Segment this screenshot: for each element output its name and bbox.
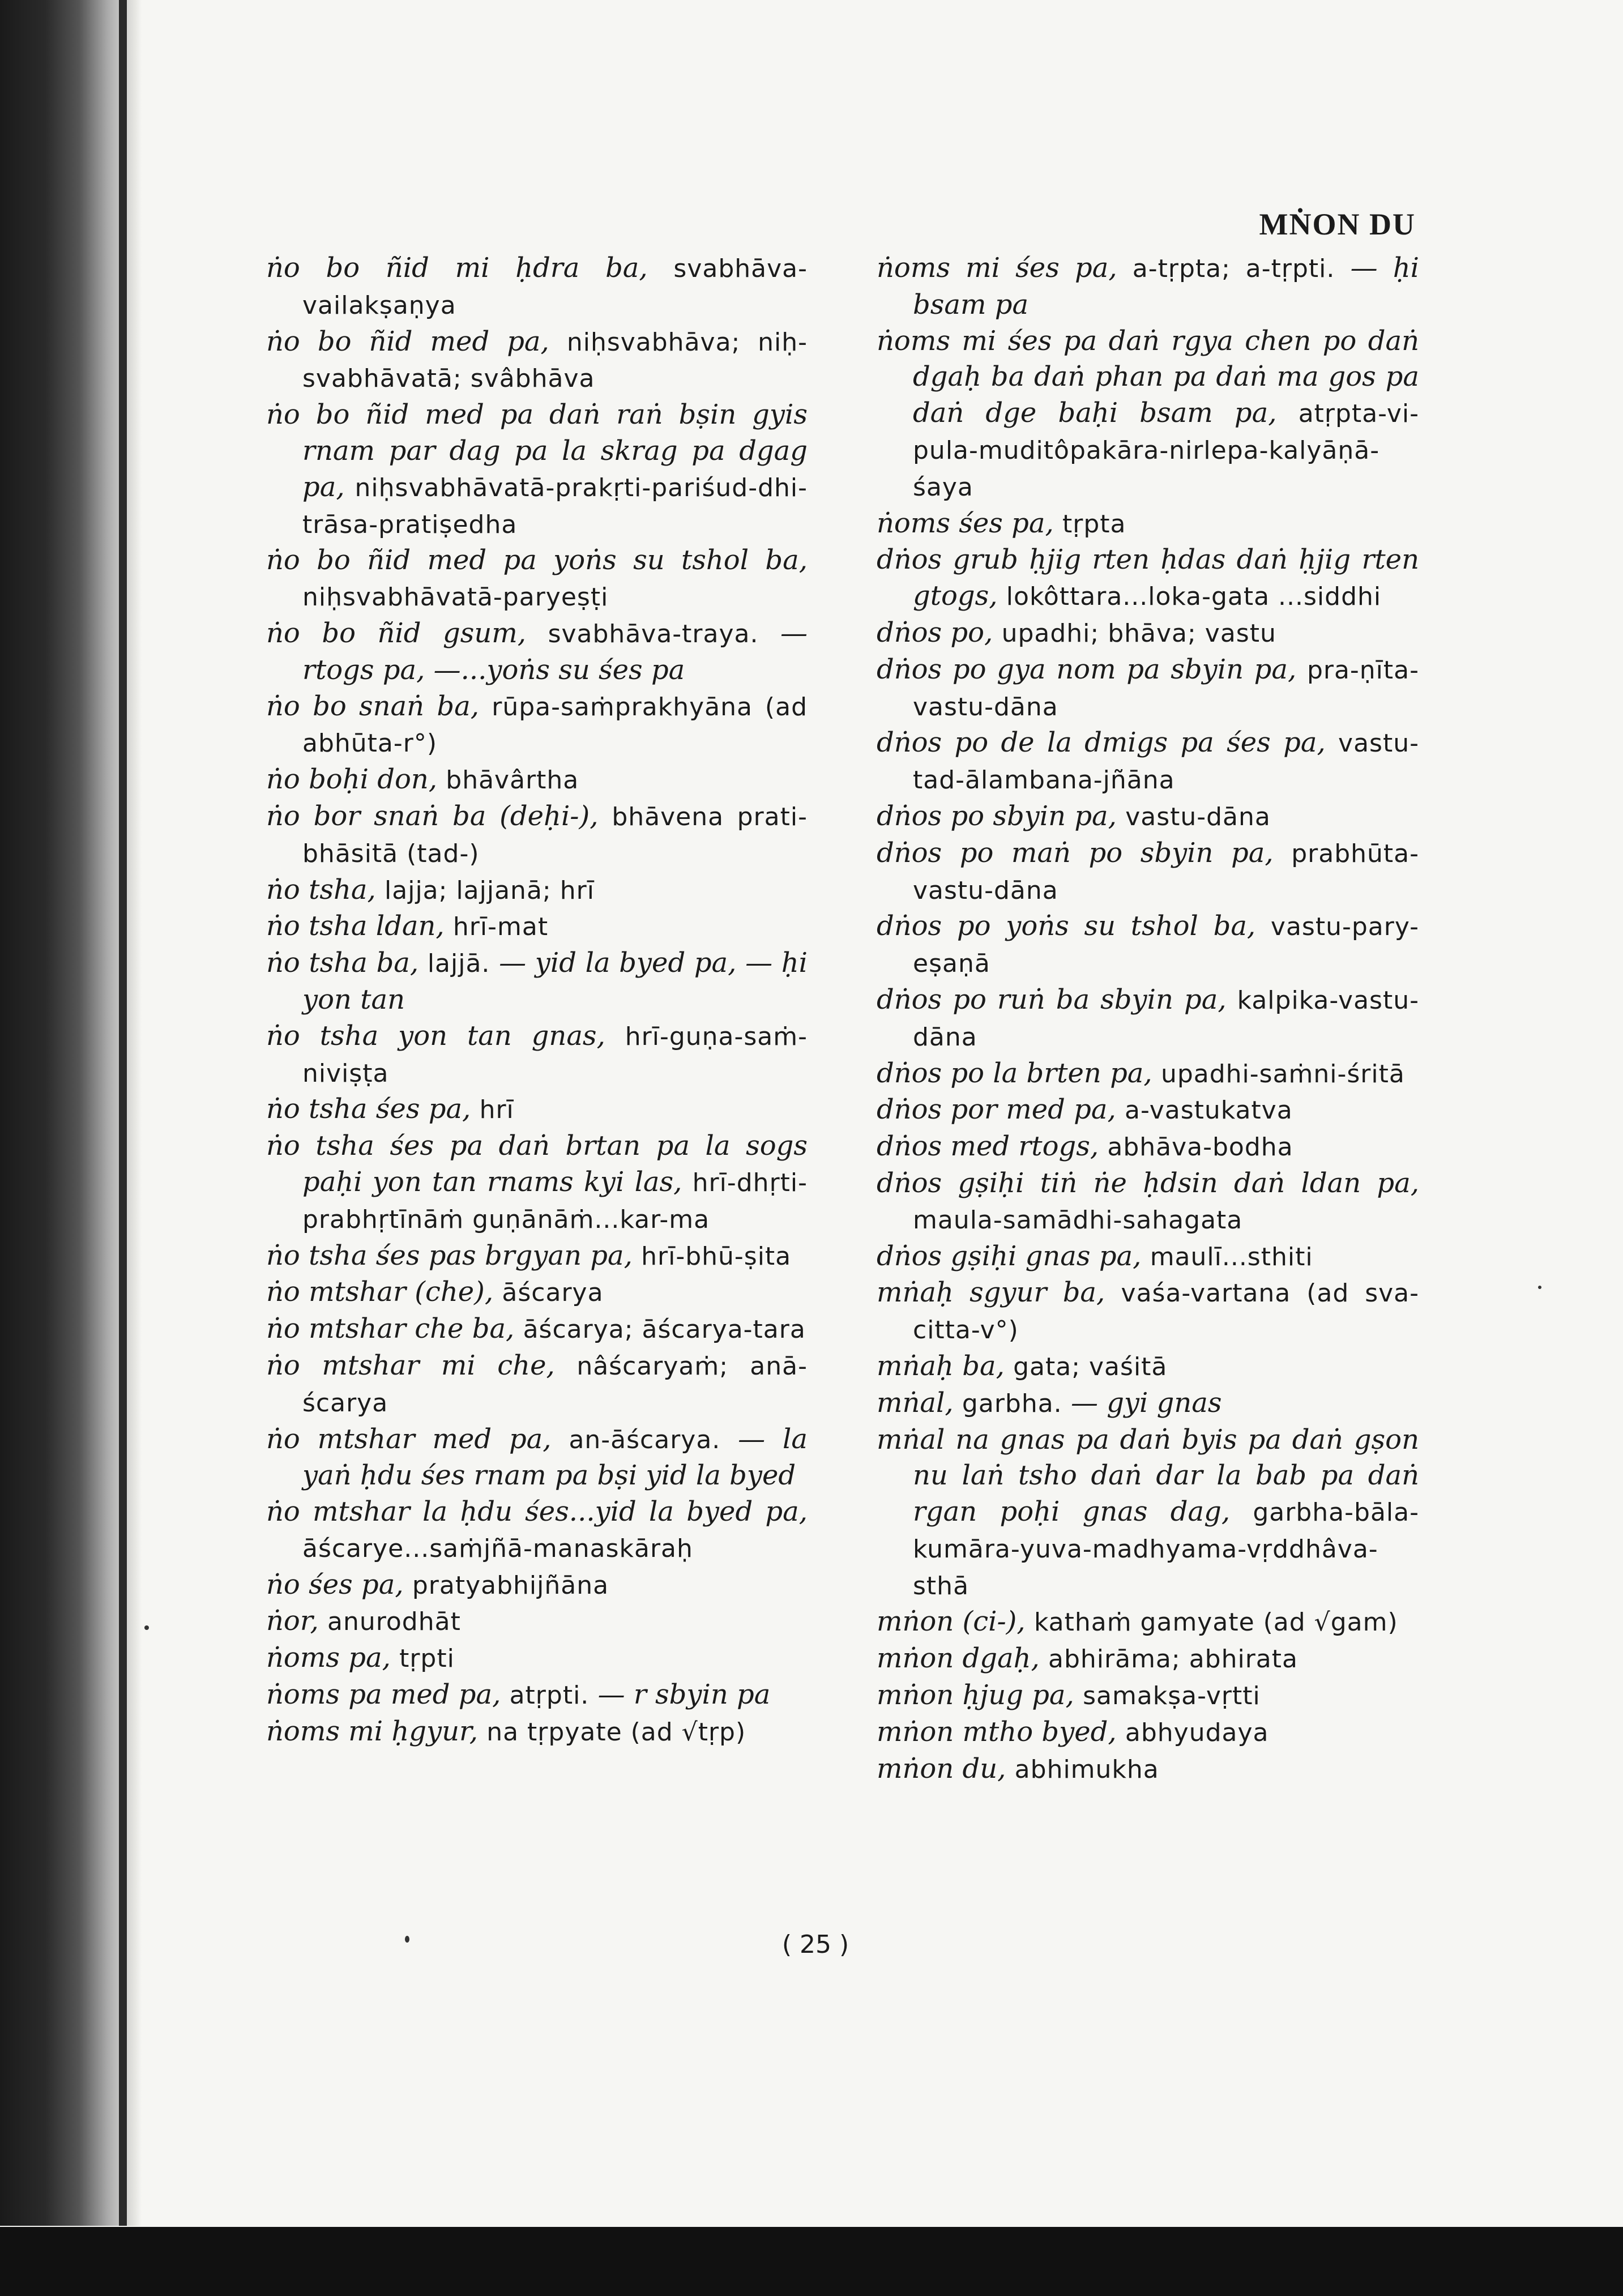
dictionary-entry (266, 397, 808, 543)
tibetan-headword: dṅos grub ḥjig rten ḥdas daṅ ḥjig rten gtogs, (877, 544, 1419, 612)
sanskrit-equivalent: svabhāva-vailakṣaṇya (302, 254, 808, 320)
dictionary-entry (877, 1348, 1419, 1385)
dictionary-entry (266, 1238, 808, 1275)
dictionary-entry (877, 506, 1419, 543)
dictionary-entry (877, 1714, 1419, 1751)
sub-entry: — ḥi bsam pa (913, 252, 1419, 321)
dictionary-entry (877, 1275, 1419, 1348)
sanskrit-equivalent: garbha-bāla-kumāra-yuva-madhyama-vṛddhâva-sthā (913, 1498, 1419, 1601)
tibetan-headword: mṅon mtho byed, (877, 1715, 1117, 1748)
dictionary-entry (877, 652, 1419, 725)
dictionary-entry (877, 1751, 1419, 1788)
dictionary-entry (266, 1494, 808, 1567)
tibetan-headword: dṅos po yoṅs su tshol ba, (877, 910, 1256, 942)
tibetan-headword: ṅo tsha, (266, 873, 376, 906)
dictionary-entry (266, 1348, 808, 1422)
tibetan-headword: ṅo bo ñid med pa yoṅs su tshol ba, (266, 544, 808, 577)
tibetan-headword: mṅal, (877, 1386, 954, 1419)
dictionary-entry (877, 1604, 1419, 1641)
sanskrit-equivalent: hrī-bhū-ṣita (641, 1241, 792, 1271)
dictionary-entry (877, 1422, 1419, 1604)
tibetan-headword: dṅos por med pa, (877, 1094, 1116, 1126)
tibetan-headword: ṅo boḥi don, (266, 763, 438, 796)
page-number: ( 25 ) (781, 1930, 849, 1959)
sanskrit-equivalent: nâścaryaṁ; anā-ścarya (302, 1351, 808, 1418)
sanskrit-equivalent: kathaṁ gamyate (ad √gam) (1033, 1608, 1398, 1637)
tibetan-headword: dṅos po sbyin pa, (877, 800, 1117, 832)
dictionary-entry (877, 1678, 1419, 1714)
sanskrit-equivalent: bhāvârtha (446, 766, 579, 795)
sanskrit-equivalent: hrī-dhṛti-prabhṛtīnāṁ guṇānāṁ...kar-ma (302, 1168, 808, 1234)
sanskrit-equivalent: pratyabhijñāna (412, 1571, 609, 1600)
sanskrit-equivalent: bhāvena prati-bhāsitā (tad-) (302, 802, 808, 868)
sanskrit-equivalent: samakṣa-vṛtti (1083, 1682, 1261, 1711)
sanskrit-equivalent: an-āścarya. (569, 1425, 721, 1454)
sanskrit-equivalent: tṛpti (399, 1644, 455, 1674)
tibetan-headword: ṅo bo ñid gsum, (266, 617, 527, 649)
tibetan-headword: dṅos med rtogs, (877, 1130, 1099, 1163)
tibetan-headword: ṅo mtshar mi che, (266, 1349, 555, 1381)
tibetan-headword: ṅo tsha śes pas brgyan pa, (266, 1239, 633, 1271)
binding-edge (119, 0, 127, 2226)
tibetan-headword: dṅos gṣiḥi gnas pa, (877, 1240, 1142, 1272)
sanskrit-equivalent: abhyudaya (1125, 1718, 1269, 1747)
tibetan-headword: mṅon (ci-), (877, 1606, 1026, 1638)
sanskrit-equivalent: niḥsvabhāva; niḥ-svabhāvatā; svâbhāva (302, 327, 808, 394)
sub-entry: — rtogs pa, —...yoṅs su śes pa (302, 617, 808, 686)
dictionary-entry (266, 1640, 808, 1677)
sanskrit-equivalent: āścarya; āścarya-tara (523, 1315, 806, 1345)
sanskrit-equivalent: hrī (479, 1095, 514, 1125)
sanskrit-equivalent: a-tṛpta; a-tṛpti. (1132, 254, 1335, 283)
tibetan-headword: dṅos po ruṅ ba sbyin pa, (877, 983, 1227, 1015)
left-column (266, 250, 808, 1751)
sanskrit-equivalent: niḥsvabhāvatā-prakṛti-pariśud-dhi-trāsa-pratiṣedha (302, 473, 808, 539)
sanskrit-equivalent: vaśa-vartana (ad sva-citta-v°) (913, 1279, 1419, 1345)
dictionary-entry (266, 1567, 808, 1604)
running-head: MṄON DU (1259, 207, 1416, 241)
tibetan-headword: ṅoms śes pa, (877, 507, 1054, 539)
sanskrit-equivalent: atṛpta-vi-pula-muditôpakāra-nirlepa-kalyāṇā-śaya (913, 399, 1419, 502)
sanskrit-equivalent: pra-ṇīta-vastu-dāna (913, 655, 1419, 722)
sanskrit-equivalent: na tṛpyate (ad √tṛp) (486, 1717, 746, 1747)
dictionary-entry (877, 1166, 1419, 1239)
tibetan-headword: dṅos po, (877, 616, 993, 648)
sanskrit-equivalent: abhāva-bodha (1107, 1133, 1293, 1162)
sanskrit-equivalent: anurodhāt (327, 1607, 461, 1637)
dictionary-entry (877, 1239, 1419, 1275)
tibetan-headword: ṅo bo ñid med pa, (266, 325, 549, 357)
dictionary-entry (266, 1714, 808, 1751)
dictionary-entry (266, 689, 808, 762)
tibetan-headword: ṅor, (266, 1605, 319, 1637)
dictionary-entry (877, 542, 1419, 615)
sanskrit-equivalent: abhimukha (1014, 1755, 1159, 1784)
sanskrit-equivalent: lajjā. (427, 949, 490, 979)
tibetan-headword: ṅoms pa, (266, 1642, 391, 1674)
dictionary-entry (266, 945, 808, 1018)
dictionary-entry (266, 1677, 808, 1714)
tibetan-headword: mṅon du, (877, 1752, 1006, 1785)
sanskrit-equivalent: niḥsvabhāvatā-paryeṣṭi (302, 583, 609, 612)
tibetan-headword: ṅo mtshar (che), (266, 1276, 494, 1308)
tibetan-headword: ṅo bo ñid med pa daṅ raṅ bṣin gyis rnam par dag pa la skrag pa dgag pa, (266, 399, 808, 503)
tibetan-headword: ṅo mtshar che ba, (266, 1313, 515, 1345)
tibetan-headword: dṅos po gya nom pa sbyin pa, (877, 653, 1297, 685)
dictionary-entry (266, 324, 808, 398)
scan-speck (405, 1936, 409, 1943)
sanskrit-equivalent: lajja; lajjanā; hrī (385, 876, 595, 905)
scan-speck (1538, 1286, 1541, 1289)
sanskrit-equivalent: svabhāva-traya. (548, 619, 759, 648)
tibetan-headword: ṅo tsha ldan, (266, 910, 445, 942)
tibetan-headword: mṅon dgaḥ, (877, 1642, 1040, 1675)
sanskrit-equivalent: maulī...sthiti (1150, 1242, 1313, 1271)
tibetan-headword: ṅoms mi ḥgyur, (266, 1715, 478, 1747)
dictionary-entry (877, 725, 1419, 799)
dictionary-entry (877, 250, 1419, 323)
sanskrit-equivalent: prabhūta-vastu-dāna (913, 839, 1419, 905)
sanskrit-equivalent: upadhi-saṁni-śritā (1160, 1059, 1405, 1089)
sanskrit-equivalent: gata; vaśitā (1013, 1352, 1168, 1381)
sanskrit-equivalent: vastu-tad-ālambana-jñāna (913, 729, 1419, 795)
tibetan-headword: dṅos po de la dmigs pa śes pa, (877, 727, 1326, 759)
dictionary-entry (877, 835, 1419, 909)
tibetan-headword: ṅo tsha yon tan gnas, (266, 1019, 605, 1052)
dictionary-entry (877, 908, 1419, 982)
dictionary-entry (266, 1603, 808, 1640)
dictionary-entry (877, 1129, 1419, 1166)
sanskrit-equivalent: vastu-pary-eṣaṇā (913, 912, 1419, 979)
tibetan-headword: dṅos po maṅ po sbyin pa, (877, 837, 1274, 869)
tibetan-headword: dṅos gṣiḥi tiṅ ṅe ḥdsin daṅ ldan pa, (877, 1167, 1419, 1199)
sanskrit-equivalent: atṛpti. (509, 1681, 590, 1710)
dictionary-entry (877, 615, 1419, 652)
sanskrit-equivalent: tṛpta (1062, 509, 1126, 539)
dictionary-entry (266, 872, 808, 909)
sub-entry: — r sbyin pa (597, 1679, 771, 1711)
sanskrit-equivalent: āścarye...saṁjñā-manaskāraḥ (302, 1534, 693, 1563)
sanskrit-equivalent: a-vastukatva (1125, 1096, 1293, 1125)
sub-entry: — yid la byed pa, — ḥi yon tan (302, 947, 808, 1015)
tibetan-headword: ṅo bo snaṅ ba, (266, 690, 479, 722)
dictionary-entry (266, 1128, 808, 1237)
dictionary-entry (266, 762, 808, 799)
dictionary-entry (266, 1422, 808, 1495)
tibetan-headword: ṅo mtshar la ḥdu śes...yid la byed pa, (266, 1496, 808, 1528)
dictionary-entry (266, 543, 808, 616)
tibetan-headword: mṅal na gnas pa daṅ byis pa daṅ gṣon nu laṅ tsho daṅ dar la bab pa daṅ rgan poḥi gnas dag, (877, 1423, 1419, 1528)
right-column (877, 250, 1419, 1787)
scan-bottom-edge (0, 2227, 1623, 2296)
tibetan-headword: ṅo tsha śes pa, (266, 1093, 471, 1125)
tibetan-headword: ṅoms mi śes pa, (877, 252, 1117, 284)
tibetan-headword: dṅos po la brten pa, (877, 1057, 1152, 1089)
sanskrit-equivalent: vastu-dāna (1125, 802, 1271, 831)
tibetan-headword: ṅoms mi śes pa daṅ rgya chen po daṅ dgaḥ ba daṅ phan pa daṅ ma gos pa daṅ dge baḥi bsam pa, (877, 325, 1419, 429)
sanskrit-equivalent: lokôttara...loka-gata ...siddhi (1006, 582, 1382, 612)
tibetan-headword: mṅaḥ ba, (877, 1350, 1005, 1382)
sanskrit-equivalent: rūpa-saṁprakhyāna (ad abhūta-r°) (302, 692, 808, 758)
tibetan-headword: ṅo mtshar med pa, (266, 1423, 552, 1455)
dictionary-entry (266, 908, 808, 945)
tibetan-headword: ṅo bor snaṅ ba (deḥi-), (266, 800, 599, 832)
dictionary-entry (266, 1091, 808, 1128)
scan-speck (144, 1625, 149, 1630)
dictionary-entry (266, 799, 808, 872)
tibetan-headword: ṅoms pa med pa, (266, 1679, 501, 1711)
tibetan-headword: ṅo tsha ba, (266, 947, 419, 979)
tibetan-headword: ṅo śes pa, (266, 1568, 404, 1601)
dictionary-entry (877, 1385, 1419, 1422)
tibetan-headword: mṅaḥ sgyur ba, (877, 1277, 1105, 1309)
tibetan-headword: ṅo bo ñid mi ḥdra ba, (266, 252, 648, 284)
tibetan-headword: ṅo tsha śes pa daṅ brtan pa la sogs paḥi yon tan rnams kyi las, (266, 1130, 808, 1198)
dictionary-entry (877, 323, 1419, 506)
sanskrit-equivalent: kalpika-vastu-dāna (913, 985, 1419, 1052)
dictionary-entry (877, 1641, 1419, 1678)
dictionary-entry (877, 1092, 1419, 1129)
tibetan-headword: mṅon ḥjug pa, (877, 1679, 1074, 1712)
sanskrit-equivalent: hrī-guṇa-saṁ-niviṣṭa (302, 1022, 808, 1088)
sanskrit-equivalent: garbha. (962, 1389, 1062, 1418)
dictionary-entry (266, 1274, 808, 1311)
sanskrit-equivalent: āścarya (502, 1278, 604, 1308)
dictionary-entry (266, 250, 808, 324)
sanskrit-equivalent: maula-samādhi-sahagata (913, 1205, 1243, 1235)
dictionary-entry (266, 616, 808, 689)
dictionary-entry (877, 799, 1419, 835)
sanskrit-equivalent: abhirāma; abhirata (1048, 1645, 1298, 1674)
dictionary-entry (266, 1311, 808, 1348)
sub-entry: — gyi gnas (1070, 1386, 1222, 1419)
dictionary-entry (877, 1056, 1419, 1092)
dictionary-entry (266, 1018, 808, 1092)
sub-entry: — la yaṅ ḥdu śes rnam pa bṣi yid la byed (302, 1423, 808, 1492)
sanskrit-equivalent: hrī-mat (452, 912, 549, 942)
sanskrit-equivalent: upadhi; bhāva; vastu (1001, 618, 1276, 648)
dictionary-entry (877, 982, 1419, 1056)
